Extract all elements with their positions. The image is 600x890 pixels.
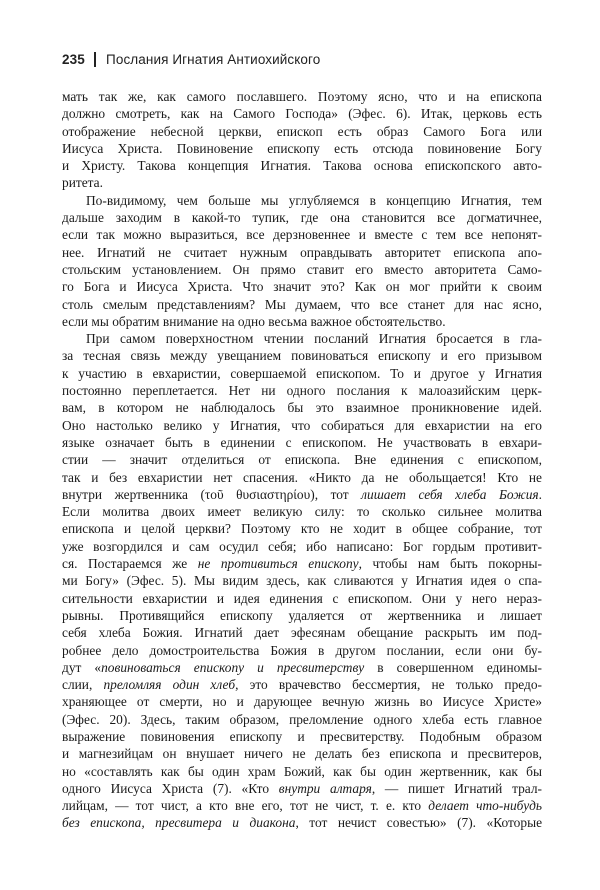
text-line <box>62 555 542 572</box>
text-span: (Эфес. 20). Здесь, таким образом, преломление одного хлеба есть главное <box>62 711 542 727</box>
text-line <box>62 313 542 330</box>
text-line <box>62 659 542 676</box>
text-span: и магнезийцам он внушает ничего не делать без епископа и пресвитеров, <box>62 746 542 762</box>
text-span: епископа и целой церкви? Поэтому кто не ходит в общее собрание, тот <box>62 521 542 537</box>
text-line <box>62 469 542 486</box>
text-span: , это врачевство бессмертия, не только предо- <box>235 677 542 693</box>
italic-span: повиноваться епископу и пресвитерству <box>101 659 365 675</box>
text-span: к участию в евхаристии, совершаемой епископом. То и другое у Игнатия <box>62 365 542 381</box>
text-line <box>62 797 542 814</box>
body-text <box>62 88 542 832</box>
text-line <box>62 123 542 140</box>
text-line <box>62 520 542 537</box>
italic-span: не противиться епископу <box>197 556 359 572</box>
text-line <box>62 140 542 157</box>
text-line <box>62 209 542 226</box>
text-line <box>62 780 542 797</box>
page-number: 235 <box>62 52 85 67</box>
text-span: робнее дело домостроительства Божия в другом послании, если они бу- <box>62 642 542 658</box>
text-span: и Христу. Такова концепция Игнатия. Такова основа епископского авто- <box>62 158 542 174</box>
text-span: вам, в котором не наблюдалось бы это взаимное проникновение идей. <box>62 400 542 416</box>
text-line <box>62 261 542 278</box>
text-line <box>62 174 542 191</box>
text-line <box>62 434 542 451</box>
text-span: одного Иисуса Христа (7). «Кто <box>62 780 279 796</box>
text-span: выражение повиновения епископу и пресвитерству. Подобным образом <box>62 728 542 744</box>
running-title: Послания Игнатия Антиохийского <box>106 52 321 67</box>
text-span: слии, <box>62 677 104 693</box>
text-span: дальше заходим в какой-то тупик, где она становится все догматичнее, <box>62 210 542 226</box>
italic-span: делает что-нибудь <box>428 798 542 814</box>
text-line <box>62 486 542 503</box>
text-span: но «составлять как бы один храм Божий, как бы один жертвенник, как бы <box>62 763 542 779</box>
text-span: Если молитва двоих имеет великую силу: то сколько сильнее молитва <box>62 504 542 520</box>
text-line <box>62 763 542 780</box>
text-span: так и без евхаристии нет спасения. «Никто да не обольщается! Кто не <box>62 469 542 485</box>
text-span: , — пишет Игнатий трал- <box>371 780 542 796</box>
text-span: должно смотреть, как на Самого Господа» (Эфес. 6). Итак, церковь есть <box>62 106 542 122</box>
text-span: отображение небесной церкви, епископ есть образ Самого Бога или <box>62 123 542 139</box>
text-span: за тесная связь между увещанием повиноваться епископу и его призывом <box>62 348 542 364</box>
text-span: уже возгордился и сам осудил себя; ибо написано: Бог гордым противит- <box>62 538 542 554</box>
text-span: ритета. <box>62 175 103 191</box>
italic-span: преломляя один хлеб <box>103 677 236 693</box>
text-line <box>62 347 542 364</box>
italic-span: внутри алтаря <box>278 780 372 796</box>
text-span: ми Богу» (Эфес. 5). Мы видим здесь, как сливаются у Игнатия идея о спа- <box>62 573 542 589</box>
text-line <box>62 417 542 434</box>
text-line <box>62 399 542 416</box>
text-line <box>62 226 542 243</box>
text-span: если так можно выразиться, все дерзновеннее и вместе с тем все непонят- <box>62 227 542 243</box>
text-line <box>62 296 542 313</box>
text-span: Иисуса Христа. Повиновение епископу есть отсюда повиновение Богу <box>62 140 542 156</box>
text-span: в совершенном единомы- <box>364 659 542 675</box>
text-span: языке означает быть в единении с епископом. Не участвовать в евхари- <box>62 434 542 450</box>
text-span: рывны. Противящийся епископу удаляется от жертвенника и лишает <box>62 607 542 623</box>
text-span: внутри жертвенника (τοῦ θυσιαστηρίου), тот <box>62 486 362 502</box>
text-line <box>62 503 542 520</box>
text-span: . <box>538 486 542 502</box>
text-span: го Бога и Иисуса Христа. Что значит это? Как он мог прийти к своим <box>62 279 542 295</box>
text-span: лийцам, — тот чист, а кто вне его, тот не чист, т. е. кто <box>62 798 429 814</box>
text-span: постоянно переплетается. Нет ни одного послания к малоазийским церк- <box>62 383 542 399</box>
text-line <box>62 88 542 105</box>
italic-span: без епископа, пресвитера и диакона <box>62 815 296 831</box>
text-span: мать так же, как самого пославшего. Поэтому ясно, что и на епископа <box>62 89 542 104</box>
text-span: сительности евхаристии и идея единения с епископом. Они у него нераз- <box>62 590 542 606</box>
text-line <box>62 693 542 710</box>
text-line <box>62 728 542 745</box>
text-span: , чтобы нам быть покорны- <box>358 556 542 572</box>
text-line <box>62 590 542 607</box>
text-span: По-видимому, чем больше мы углубляемся в концепцию Игнатия, тем <box>86 192 542 208</box>
text-line <box>62 105 542 122</box>
text-span: если мы обратим внимание на одно весьма важное обстоятельство. <box>62 313 446 329</box>
text-line <box>62 745 542 762</box>
text-line <box>62 676 542 693</box>
text-line <box>62 572 542 589</box>
text-line <box>62 451 542 468</box>
text-line <box>62 538 542 555</box>
text-line <box>62 330 542 347</box>
text-line <box>62 814 542 831</box>
running-header <box>62 52 560 67</box>
text-line <box>62 365 542 382</box>
text-span: Оно настолько велико у Игнатия, что собираться для евхаристии на его <box>62 417 542 433</box>
text-line <box>62 192 542 209</box>
text-line <box>62 711 542 728</box>
text-span: себя хлеба Божия. Игнатий дает эфесянам обещание раскрыть им под- <box>62 625 542 641</box>
text-span: храняющее от смерти, но и дарующее вечную жизнь во Иисусе Христе» <box>62 694 542 710</box>
text-span: дут « <box>62 659 102 675</box>
text-span: ся. Постараемся же <box>62 556 198 572</box>
text-span: стии — значит отделиться от епископа. Вне единения с епископом, <box>62 452 542 468</box>
text-line <box>62 244 542 261</box>
text-span: стольским установлением. Он прямо ставит его вместо авторитета Само- <box>62 261 542 277</box>
text-span: нее. Игнатий не считает нужным оправдывать авторитет епископа апо- <box>62 244 542 260</box>
header-divider <box>94 52 97 67</box>
text-line <box>62 624 542 641</box>
text-span: При самом поверхностном чтении посланий Игнатия бросается в гла- <box>86 331 542 347</box>
italic-span: лишает себя хлеба Божия <box>361 486 539 502</box>
text-line <box>62 278 542 295</box>
text-line <box>62 382 542 399</box>
text-line <box>62 157 542 174</box>
text-line <box>62 642 542 659</box>
text-span: столь смелым представлениям? Мы думаем, что все станет для нас ясно, <box>62 296 542 312</box>
text-span: , тот нечист совестью» (7). «Которые <box>295 815 542 831</box>
text-line <box>62 607 542 624</box>
